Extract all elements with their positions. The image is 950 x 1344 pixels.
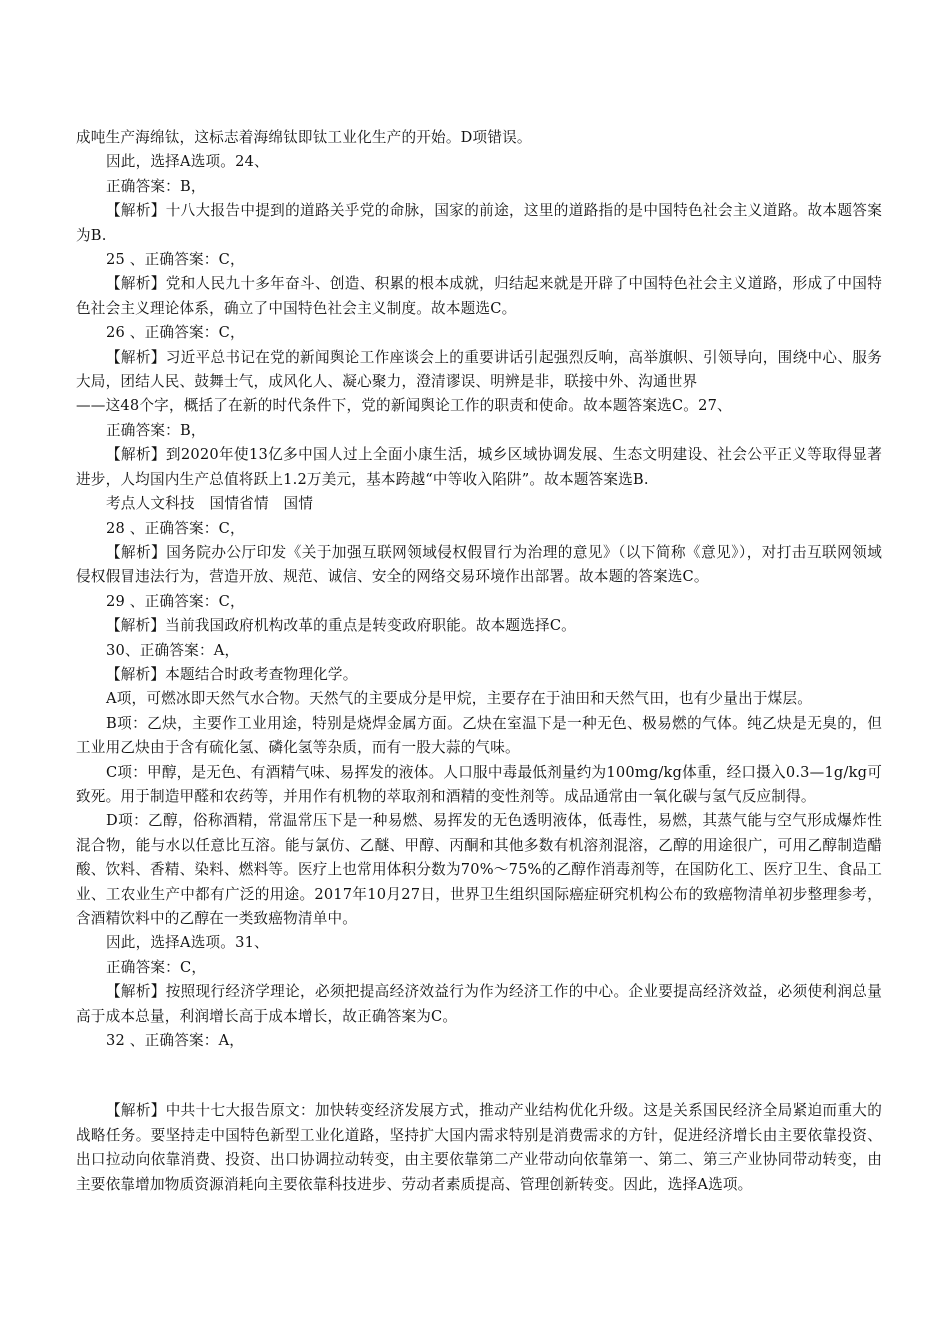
analysis-27: 【解析】到2020年使13亿多中国人过上全面小康生活，城乡区域协调发展、生态文明建设、社会公平正义等取得显著进步，人均国内生产总值将跃上1.2万美元，基本跨越“中等收入陷阱”。故本题答案选B.: [76, 446, 882, 488]
analysis-24: 【解析】十八大报告中提到的道路关乎党的命脉，国家的前途，这里的道路指的是中国特色社会主义道路。故本题答案为B.: [76, 202, 882, 244]
analysis-25: 【解析】党和人民九十多年奋斗、创造、积累的根本成就，归结起来就是开辟了中国特色社会主义道路，形成了中国特色社会主义理论体系，确立了中国特色社会主义制度。故本题选C。: [76, 275, 882, 317]
answer-27: 正确答案：B，: [106, 421, 206, 439]
answer-29: 29 、正确答案：C，: [106, 592, 245, 610]
answer-28: 28 、正确答案：C，: [106, 519, 245, 537]
analysis-26: 【解析】习近平总书记在党的新闻舆论工作座谈会上的重要讲话引起强烈反响，高举旗帜、引领导向，围绕中心、服务大局，团结人民、鼓舞士气，成风化人、凝心聚力，澄清谬误、明辨是非，联接中外、沟通世界: [76, 348, 882, 391]
paragraph-continuation: 成吨生产海绵钛，这标志着海绵钛即钛工业化生产的开始。D项错误。: [76, 129, 532, 146]
option-c-30: C项：甲醇，是无色、有酒精气味、易挥发的液体。人口服中毒最低剂量约为100mg/kg体重，经口摄入0.3—1g/kg可致死。用于制造甲醛和农药等，并用作有机物的萃取剂和酒精的变性剂等。成品通常由一氧化碳与氢气反应制得。: [76, 763, 882, 805]
answer-32: 32 、正确答案：A，: [106, 1032, 245, 1050]
answer-31: 正确答案：C，: [106, 958, 207, 976]
topic-line-27: 考点人文科技 国情省情 国情: [106, 495, 314, 513]
analysis-29: 【解析】当前我国政府机构改革的重点是转变政府职能。故本题选择C。: [106, 617, 576, 635]
paragraph-conclusion-24: 因此，选择A选项。24、: [106, 153, 269, 171]
option-d-30: D项：乙醇，俗称酒精，常温常压下是一种易燃、易挥发的无色透明液体，低毒性，易燃，其蒸气能与空气形成爆炸性混合物，能与水以任意比互溶。能与氯仿、乙醚、甲醇、丙酮和其他多数有机溶剂混溶，乙醇的用途很广，可用乙醇制造醋酸、饮料、香精、染料、燃料等。医疗上也常用体积分数为70%～75%的乙醇作消毒剂等，在国防化工、医疗卫生、食品工业、工农业生产中都有广泛的用途。2017年10月27日，世界卫生组织国际癌症研究机构公布的致癌物清单初步整理参考，含酒精饮料中的乙醇在一类致癌物清单中。: [76, 812, 882, 927]
analysis-30: 【解析】本题结合时政考查物理化学。: [106, 665, 358, 683]
option-a-30: A项，可燃冰即天然气水合物。天然气的主要成分是甲烷，主要存在于油田和天然气田，也有少量出于煤层。: [106, 690, 813, 708]
paragraph-conclusion-31: 因此，选择A选项。31、: [106, 934, 269, 952]
option-b-30: B项：乙炔，主要作工业用途，特别是烧焊金属方面。乙炔在室温下是一种无色、极易燃的气体。纯乙炔是无臭的，但工业用乙炔由于含有硫化氢、磷化氢等杂质，而有一股大蒜的气味。: [76, 714, 882, 757]
answer-26: 26 、正确答案：C，: [106, 324, 245, 342]
analysis-28: 【解析】国务院办公厅印发《关于加强互联网领域侵权假冒行为治理的意见》（以下简称《意见》），对打击互联网领域侵权假冒违法行为，营造开放、规范、诚信、安全的网络交易环境作出部署。故本题的答案选C。: [76, 543, 882, 586]
analysis-26-continuation: ——这48个字，概括了在新的时代条件下，党的新闻舆论工作的职责和使命。故本题答案选C。27、: [76, 397, 732, 415]
answer-24: 正确答案：B，: [106, 177, 206, 195]
section-gap: [76, 1053, 882, 1099]
analysis-31: 【解析】按照现行经济学理论，必须把提高经济效益行为作为经济工作的中心。企业要提高经济效益，必须使利润总量高于成本总量，利润增长高于成本增长，故正确答案为C。: [76, 983, 882, 1025]
analysis-32: 【解析】中共十七大报告原文：加快转变经济发展方式，推动产业结构优化升级。这是关系国民经济全局紧迫而重大的战略任务。要坚持走中国特色新型工业化道路，坚持扩大国内需求特别是消费需求的方针，促进经济增长由主要依靠投资、出口拉动向依靠消费、投资、出口协调拉动转变，由主要依靠第二产业带动向依靠第一、第二、第三产业协同带动转变，由主要依靠增加物质资源消耗向主要依靠科技进步、劳动者素质提高、管理创新转变。因此，选择A选项。: [76, 1102, 882, 1193]
answer-25: 25 、正确答案：C，: [106, 251, 245, 269]
answer-30: 30、正确答案：A，: [106, 641, 240, 659]
answer-explanations: [76, 126, 882, 1197]
